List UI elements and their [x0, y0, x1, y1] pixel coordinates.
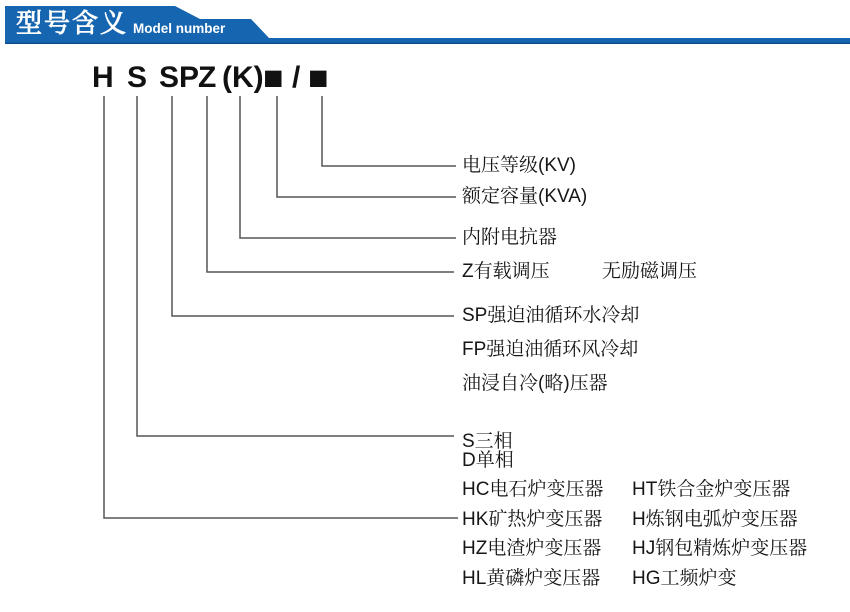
furnace-type-hg: HG工频炉变 — [632, 568, 737, 589]
furnace-type-hl: HL黄磷炉变压器 — [462, 568, 601, 589]
model-segment-sp: SP — [159, 61, 200, 94]
label-voltage-class: 电压等级(KV) — [462, 155, 577, 176]
model-segment-voltage-square: ■ — [308, 59, 329, 97]
furnace-type-hc: HC电石炉变压器 — [462, 479, 604, 500]
connector-phase — [137, 96, 454, 436]
label-no-excitation-tap: 无励磁调压 — [602, 261, 698, 282]
connector-furnace-type — [104, 96, 458, 518]
furnace-type-h: H炼钢电弧炉变压器 — [632, 509, 798, 530]
connector-reactor — [240, 96, 456, 238]
label-single-phase: D单相 — [462, 450, 514, 471]
connector-capacity — [277, 96, 456, 197]
model-segment-h: H — [92, 61, 114, 94]
model-segment-s: S — [127, 61, 148, 94]
furnace-type-hz: HZ电渣炉变压器 — [462, 538, 602, 559]
page-subtitle: Model number — [133, 21, 226, 36]
page-title: 型号含义 — [16, 8, 129, 38]
label-fp-air-cooling: FP强迫油循环风冷却 — [462, 339, 639, 360]
model-segment-z: Z — [198, 61, 217, 94]
label-built-in-reactor: 内附电抗器 — [462, 227, 558, 248]
label-on-load-tap: Z有载调压 — [462, 261, 550, 282]
connector-voltage — [322, 96, 456, 166]
label-oil-self-cooling: 油浸自冷(略)压器 — [462, 373, 608, 394]
model-segment-capacity-square: ■ — [263, 59, 284, 97]
furnace-type-hk: HK矿热炉变压器 — [462, 509, 603, 530]
furnace-type-ht: HT铁合金炉变压器 — [632, 479, 791, 500]
connector-tap-changer — [207, 96, 454, 272]
model-segment-k: (K) — [222, 61, 264, 94]
label-three-phase: S三相 — [462, 431, 513, 452]
connector-cooling — [172, 96, 454, 316]
label-sp-water-cooling: SP强迫油循环水冷却 — [462, 305, 640, 326]
model-segment-slash: / — [292, 61, 301, 94]
label-rated-capacity: 额定容量(KVA) — [462, 186, 588, 207]
furnace-type-hj: HJ钢包精炼炉变压器 — [632, 538, 808, 559]
